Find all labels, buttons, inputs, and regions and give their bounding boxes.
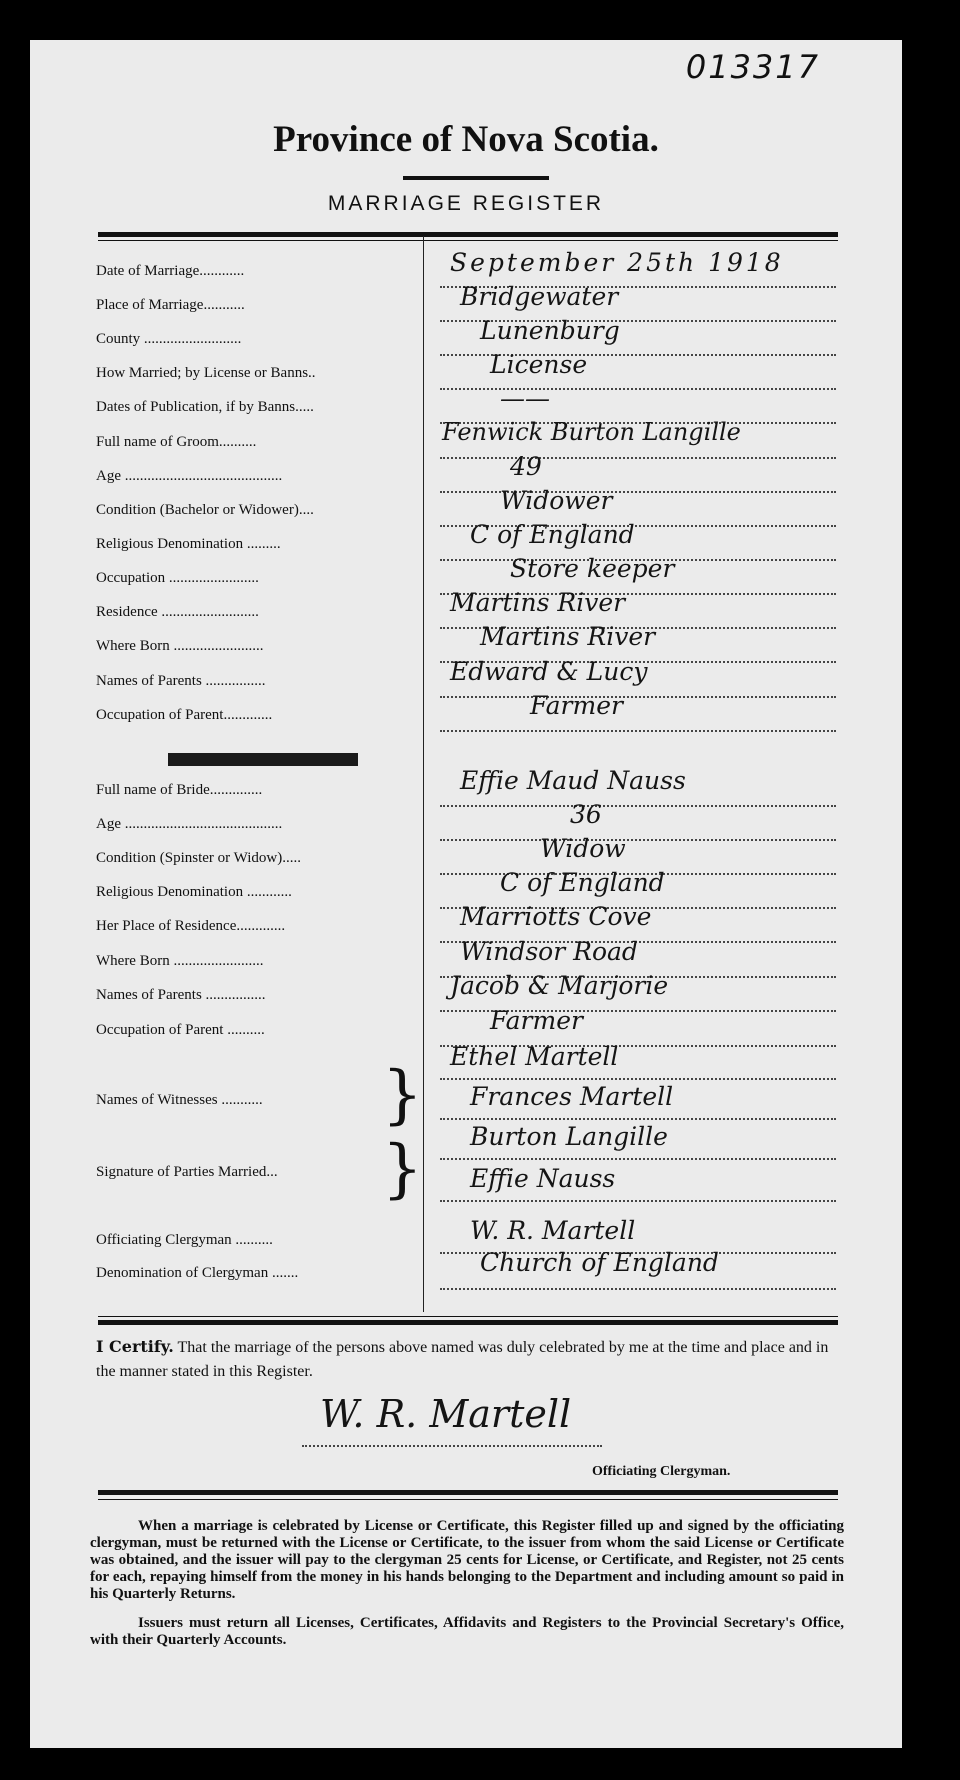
field-line <box>440 1078 836 1080</box>
field-value: Marriotts Cove <box>460 902 652 931</box>
page-title: Province of Nova Scotia. <box>273 119 659 160</box>
field-value: Effie Maud Nauss <box>460 766 686 795</box>
field-value: 36 <box>570 800 602 829</box>
clergy-signature: W. R. Martell <box>320 1392 572 1436</box>
instructions-notice <box>90 1518 844 1661</box>
field-value: Lunenburg <box>480 316 620 345</box>
field-value: Widower <box>500 486 613 515</box>
certify-rule-thick <box>98 1320 838 1325</box>
field-label: County .......................... <box>96 331 242 347</box>
field-label: Occupation ........................ <box>96 570 259 586</box>
field-label: Officiating Clergyman .......... <box>96 1232 273 1248</box>
field-value: Bridgewater <box>460 282 619 311</box>
field-label: Dates of Publication, if by Banns..... <box>96 399 314 415</box>
field-label: Religious Denomination ......... <box>96 536 281 552</box>
signature-line <box>302 1445 602 1447</box>
field-line <box>440 1158 836 1160</box>
field-label: How Married; by License or Banns.. <box>96 365 316 381</box>
field-label: Condition (Bachelor or Widower).... <box>96 502 314 518</box>
field-line <box>440 696 836 698</box>
document-number: 013317 <box>685 48 820 86</box>
field-value: Fenwick Burton Langille <box>442 418 741 446</box>
certify-heading: I Certify. <box>96 1337 174 1356</box>
field-value: W. R. Martell <box>470 1216 636 1245</box>
field-line <box>440 730 836 732</box>
field-label: Denomination of Clergyman ....... <box>96 1265 299 1281</box>
witness-name: Frances Martell <box>470 1082 674 1111</box>
field-value: Farmer <box>490 1006 583 1035</box>
field-label: Where Born ........................ <box>96 953 264 969</box>
column-divider <box>423 236 424 1312</box>
certify-rule-thin <box>98 1316 838 1317</box>
field-value: Farmer <box>530 691 623 720</box>
field-label: Names of Parents ................ <box>96 673 266 689</box>
field-value: C of England <box>500 868 665 897</box>
field-label: Occupation of Parent............. <box>96 707 273 723</box>
register-sheet <box>30 40 902 1748</box>
certify-body: That the marriage of the persons above named was duly celebrated by me at the time and place and in the manner stated in this Register. <box>96 1339 829 1380</box>
field-label: Religious Denomination ............ <box>96 884 292 900</box>
field-line <box>440 839 836 841</box>
parties-brace: } <box>382 1132 423 1206</box>
field-value: Edward & Lucy <box>450 657 648 686</box>
field-label: Age .......................................... <box>96 468 283 484</box>
notice-paragraph: When a marriage is celebrated by License or Certificate, this Register filled up and signed by the officiating clergyman, must be returned with the License or Certificate, to the issuer from whom the said License or Certificate was obtained, and the issuer will pay to the clergyman 25 cents for License, or Certificate, and Register, not 25 cents for each, repaying himself from the money in his hands belonging to the Department and including amount so paid in his Quarterly Returns. <box>90 1518 844 1602</box>
field-value: Church of England <box>480 1248 719 1277</box>
field-value: Store keeper <box>510 554 675 583</box>
field-label: Names of Witnesses ........... <box>96 1092 263 1108</box>
title-rule <box>403 176 549 180</box>
field-value: Windsor Road <box>460 937 638 966</box>
field-value: C of England <box>470 520 635 549</box>
field-label: Date of Marriage............ <box>96 263 245 279</box>
field-line <box>440 805 836 807</box>
field-value: License <box>490 350 588 379</box>
witness-name: Ethel Martell <box>450 1042 619 1071</box>
field-label: Names of Parents ................ <box>96 987 266 1003</box>
field-line <box>440 1200 836 1202</box>
field-line <box>440 1288 836 1290</box>
field-line <box>440 1118 836 1120</box>
footer-rule-thin <box>98 1499 838 1500</box>
field-label: Residence .......................... <box>96 604 259 620</box>
field-label: Age .......................................... <box>96 816 283 832</box>
field-label: Where Born ........................ <box>96 638 264 654</box>
field-value: Martins River <box>480 622 656 651</box>
party-signature: Burton Langille <box>470 1122 668 1151</box>
party-signature: Effie Nauss <box>470 1164 616 1193</box>
section-divider-bar <box>168 753 358 766</box>
witnesses-brace: } <box>382 1058 423 1132</box>
field-label: Full name of Bride.............. <box>96 782 263 798</box>
field-label: Her Place of Residence............. <box>96 918 286 934</box>
field-label: Full name of Groom.......... <box>96 434 257 450</box>
field-value: Martins River <box>450 588 626 617</box>
field-value: September 25th 1918 <box>450 248 784 277</box>
field-line <box>440 457 836 459</box>
footer-rule-thick <box>98 1490 838 1495</box>
page-subtitle: MARRIAGE REGISTER <box>327 192 605 215</box>
field-label: Place of Marriage........... <box>96 297 245 313</box>
header-rule-thin <box>98 240 838 241</box>
header-rule-thick <box>98 232 838 237</box>
field-value: 49 <box>510 452 542 481</box>
certification-text <box>96 1335 836 1384</box>
field-value: Jacob & Marjorie <box>450 971 669 1000</box>
field-label: Condition (Spinster or Widow)..... <box>96 850 301 866</box>
field-value: —— <box>500 384 550 413</box>
field-label: Occupation of Parent .......... <box>96 1022 265 1038</box>
notice-paragraph: Issuers must return all Licenses, Certificates, Affidavits and Registers to the Provincial Secretary's Office, with their Quarterly Accounts. <box>90 1615 844 1648</box>
field-label: Signature of Parties Married... <box>96 1164 278 1180</box>
officiating-clergyman-label: Officiating Clergyman. <box>592 1464 731 1479</box>
field-value: Widow <box>540 834 626 863</box>
